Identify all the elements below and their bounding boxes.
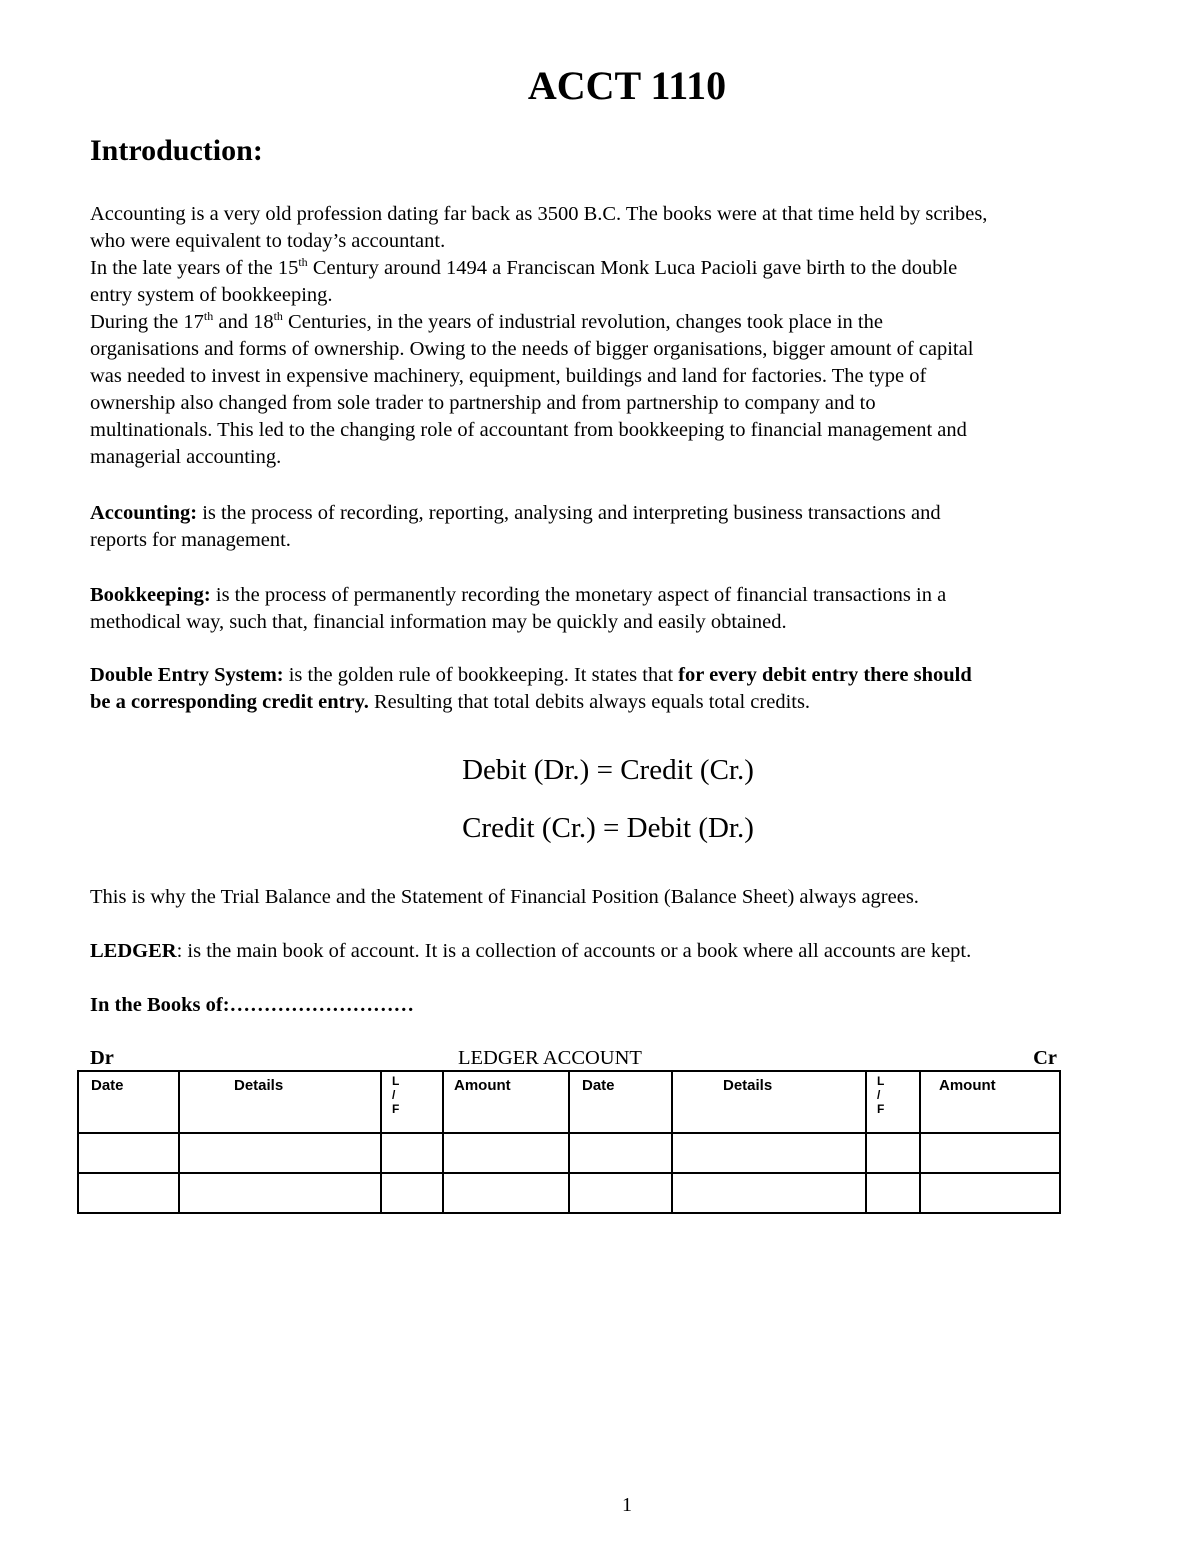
bookkeeping-definition [90,582,1120,636]
definition-emphasis: be a corresponding credit entry. [90,691,369,713]
definition-text: is the process of permanently recording the monetary aspect of financial transactions in a [210,584,947,606]
table-cell [920,1173,1060,1213]
table-cell [78,1133,179,1173]
text-line: who were equivalent to today’s accountant. [90,230,446,252]
text-fragment: In the late years of the 15 [90,257,299,279]
column-header-lf: L / F [866,1071,920,1133]
intro-paragraph-3 [90,309,1120,471]
intro-paragraph-1 [90,201,1120,255]
table-row [78,1173,1060,1213]
definition-term: Accounting: [90,502,198,524]
definition-term: Bookkeeping: [90,584,211,606]
text-fragment: and 18 [213,311,274,333]
ledger-definition [90,938,1120,965]
debit-label: Dr [90,1047,114,1069]
intro-paragraph-2 [90,255,1120,309]
table-cell [672,1133,866,1173]
document-title: ACCT 1110 [527,63,727,108]
definition-text: : is the main book of account. It is a collection of accounts or a book where all accounts are kept. [176,940,972,962]
text-fragment: During the 17 [90,311,204,333]
table-cell [866,1133,920,1173]
definition-term: LEDGER [90,940,177,962]
credit-label: Cr [1033,1047,1057,1069]
column-header-amount: Amount [443,1071,569,1133]
column-header-date: Date [569,1071,672,1133]
trial-balance-note: This is why the Trial Balance and the Statement of Financial Position (Balance Sheet) always agrees. [90,886,919,908]
text-line: was needed to invest in expensive machinery, equipment, buildings and land for factories. The type of [90,365,927,387]
definition-text: methodical way, such that, financial information may be quickly and easily obtained. [90,611,787,633]
column-header-amount: Amount [920,1071,1060,1133]
accounting-definition [90,500,1120,554]
text-line: managerial accounting. [90,446,282,468]
column-header-date: Date [78,1071,179,1133]
text-fragment: Century around 1494 a Franciscan Monk Luca Pacioli gave birth to the double [307,257,958,279]
table-cell [866,1173,920,1213]
ledger-table [77,1070,1061,1214]
section-heading: Introduction: [90,134,263,167]
table-cell [672,1173,866,1213]
text-line: Accounting is a very old profession dating far back as 3500 B.C. The books were at that time held by scribes, [90,203,988,225]
text-fragment: Centuries, in the years of industrial revolution, changes took place in the [282,311,883,333]
superscript: th [203,309,214,323]
definition-term: Double Entry System: [90,664,284,686]
column-header-details: Details [672,1071,866,1133]
definition-text: is the golden rule of bookkeeping. It states that [283,664,679,686]
table-cell [569,1173,672,1213]
intro-section [90,201,1120,471]
table-row [78,1133,1060,1173]
table-cell [569,1133,672,1173]
text-line: organisations and forms of ownership. Owing to the needs of bigger organisations, bigger amount of capital [90,338,974,360]
ledger-title: LEDGER ACCOUNT [458,1047,642,1069]
text-line: ownership also changed from sole trader to partnership and from partnership to company and to [90,392,876,414]
table-cell [443,1133,569,1173]
books-of-line: In the Books of:……………………… [90,994,415,1016]
table-cell [179,1133,381,1173]
table-cell [443,1173,569,1213]
equation-credit-debit: Credit (Cr.) = Debit (Dr.) [462,812,754,844]
text-line: entry system of bookkeeping. [90,284,333,306]
definition-text: Resulting that total debits always equals total credits. [368,691,811,713]
table-cell [381,1173,443,1213]
table-cell [920,1133,1060,1173]
equation-debit-credit: Debit (Dr.) = Credit (Cr.) [462,754,754,786]
double-entry-definition [90,662,1120,716]
definition-text: is the process of recording, reporting, analysing and interpreting business transactions and [197,502,941,524]
text-line: multinationals. This led to the changing role of accountant from bookkeeping to financial management and [90,419,967,441]
page-number: 1 [622,1494,632,1516]
superscript: th [273,309,283,323]
ledger-header-row [78,1071,1060,1133]
definition-text: reports for management. [90,529,291,551]
ledger-header [90,1044,1057,1072]
table-cell [179,1173,381,1213]
column-header-details: Details [179,1071,381,1133]
table-cell [381,1133,443,1173]
column-header-lf: L / F [381,1071,443,1133]
definition-emphasis: for every debit entry there should [678,664,972,686]
table-cell [78,1173,179,1213]
superscript: th [298,255,308,269]
